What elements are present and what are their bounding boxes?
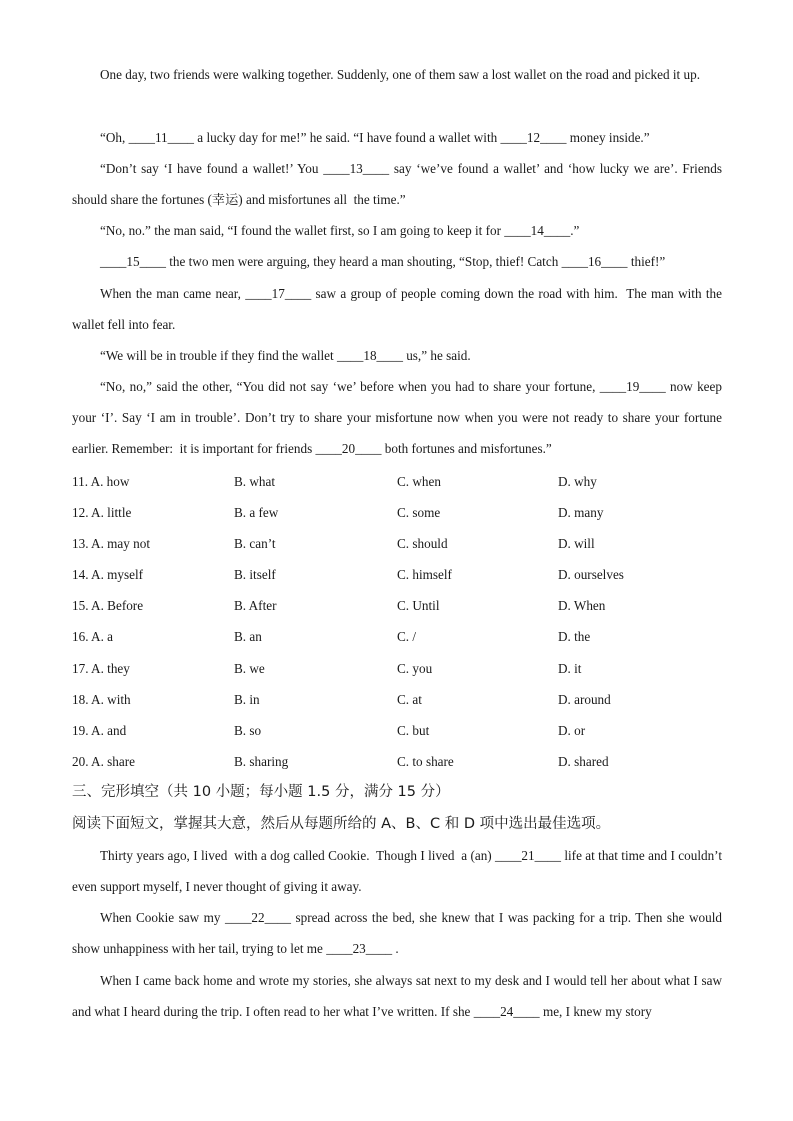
- option-d: D. ourselves: [558, 567, 624, 583]
- option-b: B. in: [234, 691, 260, 707]
- passage1-paragraph-8: “No, no,” said the other, “You did not say ‘we’ before when you had to share your fortune, ____19____ now keep your ‘I’. Say ‘I am in trouble’. Don’t try to share your misfortune now when you were not ready to share your fortune earlier. Remember: it is important for friends ____20____ both fortunes and misfortunes.”: [72, 379, 726, 456]
- passage1-paragraph-1: One day, two friends were walking together. Suddenly, one of them saw a lost wallet on the road and picked it up.: [100, 67, 700, 82]
- option-d: D. why: [558, 474, 597, 489]
- option-a: 15. A. Before: [72, 598, 144, 614]
- section-heading: 三、完形填空（共 10 小题；每小题 1.5 分，满分 15 分）: [72, 784, 450, 800]
- option-a: 17. A. they: [72, 660, 130, 676]
- option-row-15: [72, 590, 722, 621]
- option-c: C. to share: [397, 753, 454, 769]
- option-b: B. so: [234, 722, 262, 738]
- passage1-paragraph-3: “Don’t say ‘I have found a wallet!’ You ____13____ say ‘we’ve found a wallet’ and ‘how lucky we are’. Friends should share the fortunes (幸运) and misfortunes all the time.”: [72, 161, 726, 207]
- passage1-paragraph-7: “We will be in trouble if they find the wallet ____18____ us,” he said.: [100, 348, 471, 363]
- option-c: C. when: [397, 474, 441, 489]
- option-b: B. an: [234, 629, 262, 645]
- options-table: [72, 466, 722, 777]
- option-c: C. /: [397, 629, 417, 645]
- option-a: 14. A. myself: [72, 567, 144, 583]
- option-c: C. Until: [397, 598, 440, 614]
- passage2-paragraph-1: Thirty years ago, I lived with a dog called Cookie. Though I lived a (an) ____21____ life at that time and I couldn’t even support myself, I never thought of giving it away.: [72, 848, 726, 894]
- option-c: C. at: [397, 691, 422, 707]
- option-c: C. you: [397, 660, 433, 676]
- option-row-14: [72, 559, 722, 590]
- option-b: B. itself: [234, 567, 276, 583]
- option-d: D. will: [558, 536, 595, 552]
- option-b: B. can’t: [234, 536, 276, 552]
- option-row-17: [72, 653, 722, 684]
- option-c: C. should: [397, 536, 448, 552]
- option-d: D. many: [558, 505, 604, 521]
- passage2-paragraph-3: When I came back home and wrote my stories, she always sat next to my desk and I would tell her about what I saw and what I heard during the trip. I often read to her what I’ve written. If she ____24____ me, I knew my story: [72, 973, 726, 1019]
- option-b: B. a few: [234, 505, 279, 521]
- option-c: C. some: [397, 505, 441, 521]
- option-b: B. After: [234, 598, 277, 614]
- option-row-16: [72, 621, 722, 652]
- option-d: D. When: [558, 598, 606, 614]
- option-row-11: [72, 466, 722, 497]
- option-a: 18. A. with: [72, 691, 131, 707]
- option-b: B. what: [234, 474, 276, 489]
- option-d: D. or: [558, 722, 586, 738]
- option-d: D. it: [558, 660, 582, 676]
- option-a: 11. A. how: [72, 474, 130, 489]
- passage1-paragraph-4: “No, no.” the man said, “I found the wallet first, so I am going to keep it for ____14____.”: [100, 223, 580, 238]
- option-a: 20. A. share: [72, 753, 135, 769]
- option-d: D. shared: [558, 753, 609, 769]
- option-row-12: [72, 497, 722, 528]
- option-d: D. around: [558, 691, 611, 707]
- option-row-20: [72, 746, 722, 777]
- option-b: B. sharing: [234, 753, 289, 769]
- passage1-paragraph-5: ____15____ the two men were arguing, they heard a man shouting, “Stop, thief! Catch ____16____ thief!”: [100, 254, 666, 269]
- option-a: 19. A. and: [72, 722, 127, 738]
- option-a: 16. A. a: [72, 629, 114, 645]
- passage1-paragraph-2: “Oh, ____11____ a lucky day for me!” he said. “I have found a wallet with ____12____ money inside.”: [100, 130, 650, 145]
- option-a: 12. A. little: [72, 505, 132, 521]
- option-a: 13. A. may not: [72, 536, 151, 552]
- section-instruction: 阅读下面短文，掌握其大意，然后从每题所给的 A、B、C 和 D 项中选出最佳选项。: [72, 816, 611, 832]
- option-row-18: [72, 684, 722, 715]
- passage1-paragraph-6: When the man came near, ____17____ saw a group of people coming down the road with him. The man with the wallet fell into fear.: [72, 286, 726, 332]
- option-d: D. the: [558, 629, 591, 645]
- option-c: C. but: [397, 722, 430, 738]
- passage2-paragraph-2: When Cookie saw my ____22____ spread across the bed, she knew that I was packing for a trip. Then she would show unhappiness with her tail, trying to let me ____23____ .: [72, 910, 726, 956]
- option-row-13: [72, 528, 722, 559]
- option-row-19: [72, 715, 722, 746]
- option-c: C. himself: [397, 567, 452, 583]
- option-b: B. we: [234, 660, 265, 676]
